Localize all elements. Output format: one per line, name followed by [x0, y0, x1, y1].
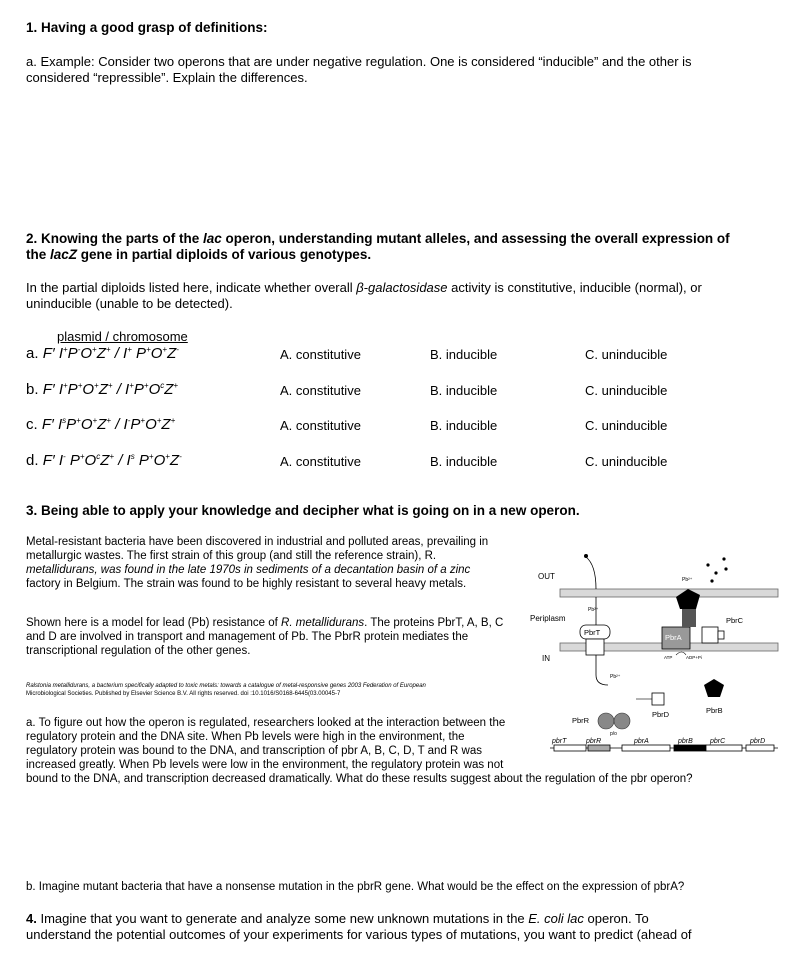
row-a-option-a[interactable]: A. constitutive — [280, 347, 361, 362]
pb-label-periplasm: Pb²⁺ — [588, 607, 599, 613]
pbrA-label: PbrA — [665, 633, 682, 642]
pb-label-out: Pb²⁺ — [682, 577, 693, 583]
in-label: IN — [542, 654, 550, 663]
row-d-option-b[interactable]: B. inducible — [430, 454, 498, 469]
pbrC-protein — [702, 627, 718, 643]
gene-label-pbrD: pbrD — [750, 738, 766, 745]
genotype-d: d. F′ I- $P^+O^cZ^+ / I^s$ P+O+Z- — [26, 452, 182, 469]
citation: Ralstonia metallidurans, a bacterium specifically adapted to toxic metals: towards a catalogue of metal-responsive genes 2003 Federation of European Microbiological Societies. Published by Elsevier Science B.V. All rights reserved. doi :10.1016/S0168-6445(03.00045-7 — [26, 683, 426, 697]
q2-title: 2. Knowing the parts of the lac operon, understanding mutant alleles, and assessing the overall expression of the lacZ gene in partial diploids of various genotypes. — [26, 231, 730, 262]
pbr-operon-diagram — [520, 545, 782, 770]
row-c-option-c[interactable]: C. uninducible — [585, 418, 668, 433]
gene-label-pbrA: pbrA — [634, 738, 649, 745]
pbrB-label: PbrB — [706, 706, 723, 715]
gene-label-pbrC: pbrC — [710, 738, 726, 745]
q3-paragraph-2: Shown here is a model for lead (Pb) resistance of R. metallidurans. The proteins PbrT, A, B, C and D are involved in transport and management of Pb. The PbrR protein mediates the transcriptional regulation of the other genes. — [26, 617, 504, 657]
gene-pbrR — [588, 745, 610, 751]
q1-a-line1: a. Example: Consider two operons that are under negative regulation. One is considered “inducible” and the other is — [26, 54, 692, 69]
gene-pbrA — [622, 745, 670, 751]
pbrT-label: PbrT — [584, 628, 601, 637]
atp-label: ATP — [664, 655, 673, 660]
row-d-option-c[interactable]: C. uninducible — [585, 454, 668, 469]
q1-part-a — [26, 54, 776, 86]
gene-pbrD — [746, 745, 774, 751]
genotype-c: c. F′ $I^sP^+O^+Z^+ / I^-P^+O^+Z^+$ — [26, 416, 176, 433]
gene-label-pbrT: pbrT — [552, 738, 567, 745]
row-d-option-a[interactable]: A. constitutive — [280, 454, 361, 469]
gene-pbrT — [554, 745, 586, 751]
genotype-a: a. F′ I+P-O+Z+ / I+ P+O+Z- — [26, 345, 179, 362]
outer-membrane — [560, 589, 778, 597]
row-a-option-b[interactable]: B. inducible — [430, 347, 498, 362]
q3-title: 3. Being able to apply your knowledge and decipher what is going on in a new operon. — [26, 503, 580, 518]
adp-label: ADP+Pi — [686, 655, 702, 660]
pbrD-protein — [652, 693, 664, 705]
genotype-header: plasmid / chromosome — [57, 329, 188, 344]
row-c-option-a[interactable]: A. constitutive — [280, 418, 361, 433]
gene-pbrC — [706, 745, 742, 751]
pb-label-inside: Pb²⁺ — [610, 674, 621, 680]
row-b-option-c[interactable]: C. uninducible — [585, 383, 668, 398]
out-label: OUT — [538, 572, 555, 581]
q2-intro: In the partial diploids listed here, indicate whether overall β-galactosidase activity is constitutive, inducible (normal), or uninducible (unable to be detected). — [26, 280, 702, 311]
pbrB-protein — [704, 679, 724, 697]
pbrR-label: PbrR — [572, 716, 590, 725]
pbrC-label: PbrC — [726, 616, 744, 625]
row-b-option-a[interactable]: A. constitutive — [280, 383, 361, 398]
q1-a-line2: considered “repressible”. Explain the differences. — [26, 70, 308, 85]
pbrR-dimer-left — [598, 713, 614, 729]
q4-text: 4. Imagine that you want to generate and analyze some new unknown mutations in the E. coli lac operon. To understand the potential outcomes of your experiments for various types of mutations, you want to predict (ahead of — [26, 911, 692, 942]
q3-part-b: b. Imagine mutant bacteria that have a nonsense mutation in the pbrR gene. What would be the effect on the expression of pbrA? — [26, 881, 685, 893]
row-c-option-b[interactable]: B. inducible — [430, 418, 498, 433]
q3-paragraph-1: Metal-resistant bacteria have been discovered in industrial and polluted areas, prevailing in metallurgic wastes. The first strain of this group (and still the reference strain), R. metallidurans, was found in the late 1970s in sediments of a decantation basin of a zinc factory in Belgium. The strain was found to be highly resistant to several heavy metals. — [26, 536, 489, 590]
periplasm-label: Periplasm — [530, 614, 566, 623]
pbrR-dimer-right — [614, 713, 630, 729]
row-a-option-c[interactable]: C. uninducible — [585, 347, 668, 362]
gene-label-pbrB: pbrB — [678, 738, 693, 745]
po-label: p/o — [610, 731, 617, 737]
q1-title: 1. Having a good grasp of definitions: — [26, 20, 268, 35]
gene-label-pbrR: pbrR — [586, 738, 602, 745]
genotype-b: b. F′ $I^+P^+O^+Z^+ / I^+P^+O^cZ^+$ — [26, 381, 179, 398]
q3-part-a: a. To figure out how the operon is regulated, researchers looked at the interaction between the regulatory protein and the DNA site. When Pb levels were high in the environment, the regulatory protein was bound to the DNA, and transcription of pbr A, B, C, D, T and R was increased greatly. When Pb levels were low in the environment, the regulatory protein was not bound to the DNA, and transcription decreased dramatically. What do these results suggest about the regulation of the pbr operon? — [26, 717, 693, 785]
gene-pbrB — [674, 745, 706, 751]
row-b-option-b[interactable]: B. inducible — [430, 383, 498, 398]
pbrD-label: PbrD — [652, 710, 670, 719]
